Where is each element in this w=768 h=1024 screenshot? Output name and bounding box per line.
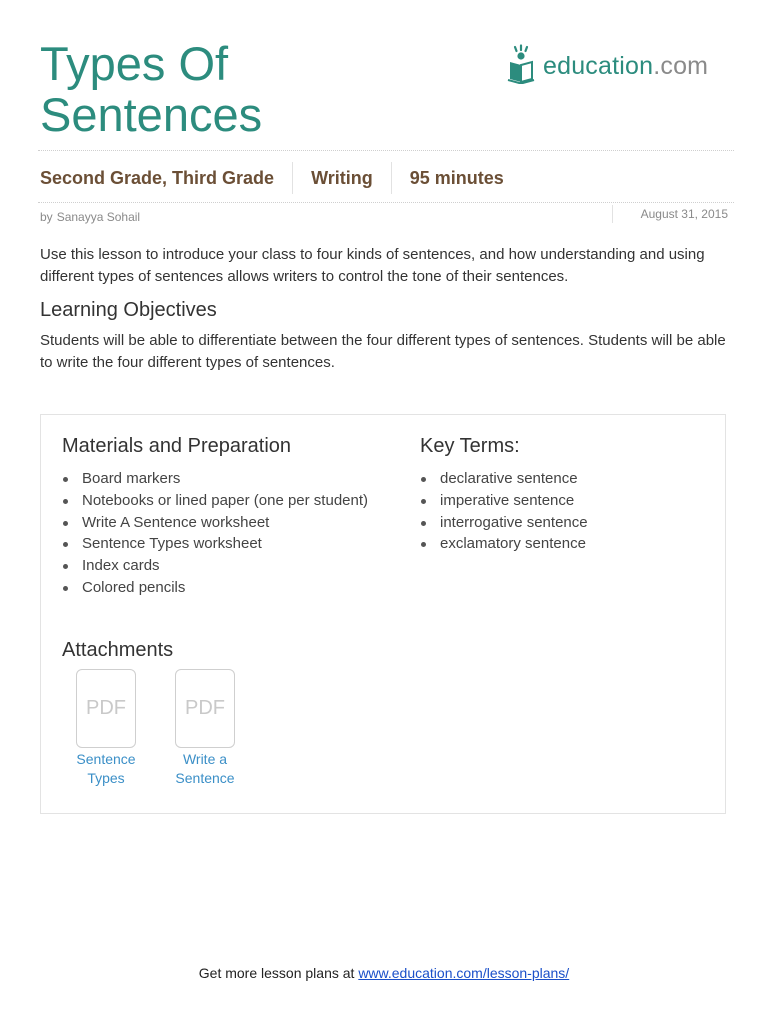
meta-divider-line <box>38 202 734 203</box>
logo-suffix: .com <box>653 52 709 80</box>
attachment-link[interactable]: Sentence Types <box>76 751 136 786</box>
lesson-intro: Use this lesson to introduce your class to four kinds of sentences, and how understanding and using different types of sentences allows writers to control the tone of their sentences. <box>40 246 705 285</box>
list-item: exclamatory sentence <box>420 533 588 555</box>
materials-panel <box>40 414 726 814</box>
attachment-link[interactable]: Write a Sentence <box>175 751 235 786</box>
meta-divider <box>292 162 293 194</box>
pdf-file-icon[interactable]: PDF <box>175 669 235 748</box>
publish-date: August 31, 2015 <box>640 207 728 221</box>
author-byline <box>40 210 140 224</box>
key-terms-heading: Key Terms: <box>420 435 520 457</box>
title-line-2: Sentences <box>40 88 263 141</box>
education-logo[interactable] <box>506 40 732 84</box>
list-item: Notebooks or lined paper (one per student) <box>62 490 368 512</box>
meta-divider <box>391 162 392 194</box>
lesson-meta <box>40 158 504 198</box>
date-divider <box>612 205 613 223</box>
book-reader-icon <box>506 44 542 84</box>
list-item: imperative sentence <box>420 490 588 512</box>
lesson-plans-link[interactable]: www.education.com/lesson-plans/ <box>358 965 570 981</box>
byline-prefix: by <box>40 210 53 224</box>
attachments-heading: Attachments <box>62 639 174 661</box>
subject: Writing <box>311 167 373 188</box>
key-terms-list <box>420 468 588 555</box>
list-item: Write A Sentence worksheet <box>62 512 368 534</box>
learning-objectives-text: Students will be able to differentiate between the four different types of sentences. Students will be able to write the four different types of sentences. <box>40 332 726 371</box>
author-name: Sanayya Sohail <box>56 210 141 224</box>
logo-name: education <box>543 52 654 80</box>
footer-text: Get more lesson plans at <box>198 965 355 981</box>
materials-list <box>62 468 368 599</box>
learning-objectives-heading: Learning Objectives <box>40 299 217 321</box>
grade-levels: Second Grade, Third Grade <box>40 167 275 188</box>
attachment-sentence-types[interactable] <box>66 669 146 788</box>
materials-heading: Materials and Preparation <box>62 435 292 457</box>
title-line-1: Types Of <box>40 37 229 90</box>
footer <box>0 965 768 981</box>
attachment-write-a-sentence[interactable] <box>165 669 245 788</box>
list-item: declarative sentence <box>420 468 588 490</box>
duration: 95 minutes <box>409 167 504 188</box>
header-divider <box>38 150 734 151</box>
pdf-file-icon[interactable]: PDF <box>76 669 136 748</box>
list-item: Board markers <box>62 468 368 490</box>
list-item: Index cards <box>62 555 368 577</box>
list-item: Colored pencils <box>62 577 368 599</box>
list-item: Sentence Types worksheet <box>62 533 368 555</box>
list-item: interrogative sentence <box>420 512 588 534</box>
page-title <box>40 38 460 140</box>
